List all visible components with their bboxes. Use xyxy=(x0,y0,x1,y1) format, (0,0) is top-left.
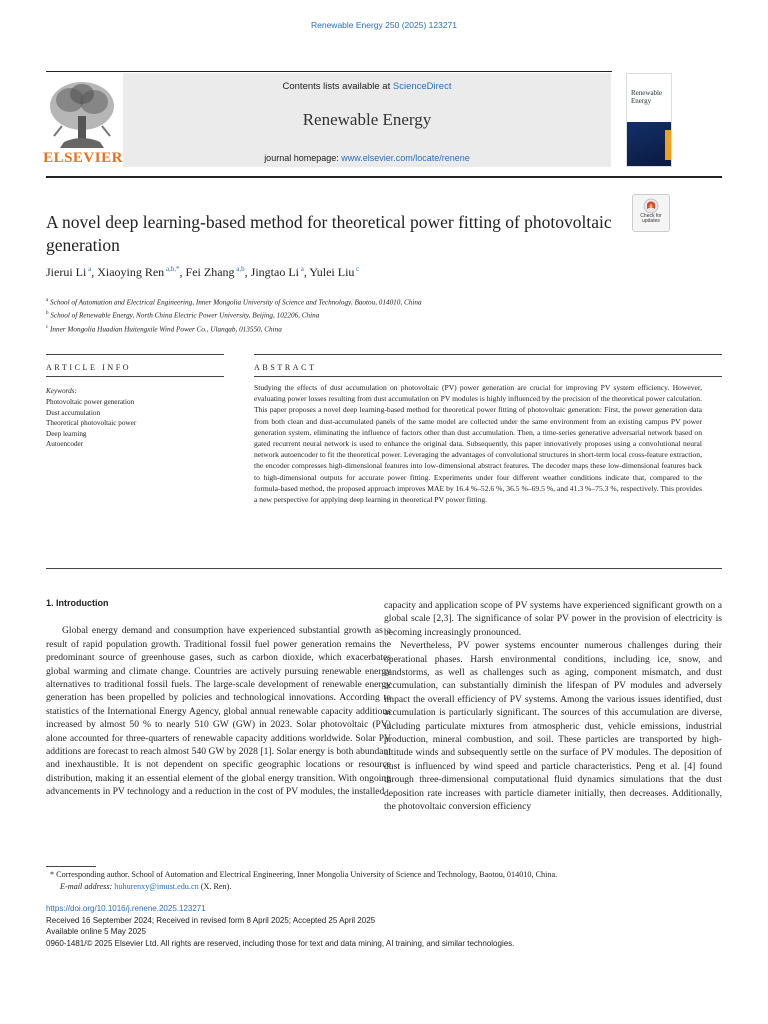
cover-title: Renewable Energy xyxy=(631,89,663,105)
author-affiliation-mark[interactable]: a,b,* xyxy=(164,265,180,273)
affiliation-text: Inner Mongolia Huadian Huitengxile Wind Power Co., Ulanqab, 013550, China xyxy=(48,325,282,334)
article-title: A novel deep learning-based method for theoretical power fitting of photovoltaic generation xyxy=(46,212,612,255)
abstract-text: Studying the effects of dust accumulation on photovoltaic (PV) power generation are crucial for improving PV system efficiency. However, evaluating power losses resulting from dust accumulation on PV modules is highly influenced by the precision of the theoretical power calculation. This paper proposes a novel deep learning-based method for theoretical power fitting of photovoltaic generation: First, the power generation data from both clean and dust-accumulated panels of the same model are collected under the same environment from an existing campus PV power generation system, eliminating the influence of factors other than dust accumulation. Then, a time-series generative adversarial network based on gated recurrent neural network is used to enhance the original data. Subsequently, this paper innovatively proposes using a convolutional neural network autoencoder to fit the theoretical power. Leveraging the advantages of convolutional structures in short-term local cross-feature extraction, the encoder compresses high-dimensional features into low-dimensional abstract features. The decoder maps these low-dimensional features back to high-dimensional outputs for accurate power fitting. Experiments under four different weather conditions indicate that, compared to the formula-based method, the proposed approach improves MAE by 16.4 %–52.6 %, 36.5 %–69.5 %, and 41.3 %–75.3 %, respectively. This provides a new perspective for applying deep learning in theoretical PV power fitting. xyxy=(254,383,702,505)
journal-homepage-line xyxy=(123,153,611,163)
article-footer xyxy=(46,903,514,949)
abstract-heading: ABSTRACT xyxy=(254,363,317,372)
abstract-mid-rule xyxy=(254,376,722,377)
header-top-rule xyxy=(46,71,612,72)
footnote-rule xyxy=(46,866,96,867)
keyword-item: Photovoltaic power generation xyxy=(46,398,135,406)
body-right-column xyxy=(384,599,722,814)
check-for-updates-badge[interactable] xyxy=(632,194,670,232)
affiliation-item xyxy=(46,295,422,308)
affiliation-mark: a xyxy=(46,298,49,303)
intro-paragraph-1: Global energy demand and consumption have experienced substantial growth as a result of rapid population growth. Traditional fossil fuel power generation remains the predominant source of greenhouse gases, such as carbon dioxide, which exacerbates global warming and climate change. Countries are actively pursuing renewable energy alternatives to traditional fossil fuels. The large-scale development of renewable energy generation has been propelled by policies and technological innovations. According to statistics of the International Energy Agency, global annual renewable capacity additions increased by almost 50 % to nearly 510 GW (GW) in 2023. Solar photovoltaic (PV) alone accounted for three-quarters of renewable capacity additions worldwide. Solar PV additions are forecast to reach almost 540 GW by 2028 [1]. Solar energy is both abundant and inexhaustible. It is not dependent on specific geographic locations or resource distribution, making it an essential element of the global energy transition. With ongoing advancements in PV technology and a reduction in the cost of PV modules, the installed xyxy=(46,625,391,798)
right-paragraph-1: capacity and application scope of PV systems have experienced significant growth on a global scale [2,3]. The significance of solar PV power in the provision of electricity is becoming increasingly pronounced. xyxy=(384,600,722,638)
journal-cover-thumbnail[interactable] xyxy=(626,73,672,167)
cover-band xyxy=(627,122,671,166)
affiliation-item xyxy=(46,308,422,321)
body-left-column xyxy=(46,597,391,799)
article-info-top-rule xyxy=(46,354,224,355)
check-updates-icon xyxy=(643,198,659,214)
keyword-item: Theoretical photovoltaic power xyxy=(46,419,137,427)
header-bottom-rule xyxy=(46,176,722,178)
right-paragraph-2: Nevertheless, PV power systems encounter numerous challenges during their operational phases. Harsh environmental conditions, including ice, snow, and sandstorms, as well as challenges such as aging, component mismatch, and dust accumulation, can substantially diminish the lifespan of PV modules and adversely impact the overall efficiency of PV systems. Among the various issues identified, dust accumulation is particularly significant. The sources of this accumulation are diverse, including particulate mixtures from atmospheric dust, vehicle emissions, industrial production, mineral combustion, and soil. These particles are transported by high-altitude winds and subsequently settle on the surface of PV modules. The deposition of dust is influenced by wind speed and particle characteristics. Peng et al. [4] found through three-dimensional computational fluid dynamics simulations that the dust deposition rate increases with particle diameter initially, then decreases. Additionally, the photovoltaic conversion efficiency xyxy=(384,640,722,813)
author-affiliation-mark[interactable]: a xyxy=(298,265,304,273)
keyword-item: Deep learning xyxy=(46,429,87,438)
contents-line xyxy=(123,81,611,92)
elsevier-wordmark: ELSEVIER xyxy=(43,150,123,166)
author-name[interactable]: Jierui Li xyxy=(46,265,87,279)
email-label: E-mail address: xyxy=(60,881,113,891)
author-name[interactable]: Jingtao Li xyxy=(250,265,299,279)
abstract-top-rule xyxy=(254,354,722,355)
author-name[interactable]: Xiaoying Ren xyxy=(97,265,165,279)
available-online: Available online 5 May 2025 xyxy=(46,927,146,937)
homepage-prefix: journal homepage: xyxy=(264,153,342,163)
doi-link[interactable]: https://doi.org/10.1016/j.renene.2025.123271 xyxy=(46,904,206,913)
author-affiliation-mark[interactable]: a,b xyxy=(234,265,245,273)
affiliation-item xyxy=(46,322,422,335)
affiliation-list xyxy=(46,295,422,335)
keyword-list xyxy=(46,397,136,450)
article-info-mid-rule xyxy=(46,376,224,377)
author-affiliation-mark[interactable]: a xyxy=(86,265,92,273)
keyword-item: Autoencoder xyxy=(46,440,84,448)
author-list: Jierui Li $^a$, Xiaoying Ren $^{a,b,*}$, Fei Zhang $^{a,b}$, Jingtao Li $^a$, Yulei Liu $^c$ xyxy=(46,265,360,279)
author-name[interactable]: Fei Zhang xyxy=(185,265,235,279)
check-updates-label: Check for updates xyxy=(640,213,662,224)
affiliation-text: School of Automation and Electrical Engineering, Inner Mongolia University of Science and Technology, Baotou, 014010, China xyxy=(48,298,422,307)
contents-prefix: Contents lists available at xyxy=(282,81,393,92)
sciencedirect-link[interactable]: ScienceDirect xyxy=(392,81,452,92)
affiliation-mark: c xyxy=(46,324,49,330)
journal-name: Renewable Energy xyxy=(302,110,432,129)
email-link[interactable]: huhurenxy@imust.edu.cn xyxy=(114,881,199,891)
email-suffix: (X. Ren). xyxy=(200,881,232,891)
section-heading-introduction: 1. Introduction xyxy=(46,598,109,608)
footnote-mark: * xyxy=(50,870,55,879)
homepage-link[interactable]: www.elsevier.com/locate/renene xyxy=(341,153,470,163)
journal-reference[interactable]: Renewable Energy 250 (2025) 123271 xyxy=(310,20,458,30)
copyright-notice: 0960-1481/© 2025 Elsevier Ltd. All rights are reserved, including those for text and data mining, AI training, and similar technologies. xyxy=(46,938,515,948)
keywords-label: Keywords: xyxy=(46,387,77,395)
keyword-item: Dust accumulation xyxy=(46,408,101,417)
affiliation-mark: b xyxy=(46,311,49,317)
received-dates: Received 16 September 2024; Received in revised form 8 April 2025; Accepted 25 April 2025 xyxy=(46,915,376,925)
author-affiliation-mark[interactable]: c xyxy=(354,265,360,273)
author-name[interactable]: Yulei Liu xyxy=(309,265,355,279)
article-info-heading: ARTICLE INFO xyxy=(46,363,132,372)
abstract-bottom-rule xyxy=(46,568,722,569)
corresponding-author-footnote xyxy=(50,869,722,892)
affiliation-text: School of Renewable Energy, North China Electric Power University, Beijing, 102206, China xyxy=(48,311,320,320)
footnote-text: Corresponding author. School of Automation and Electrical Engineering, Inner Mongolia University of Science and Technology, Baotou, 014010, China. xyxy=(56,870,558,879)
